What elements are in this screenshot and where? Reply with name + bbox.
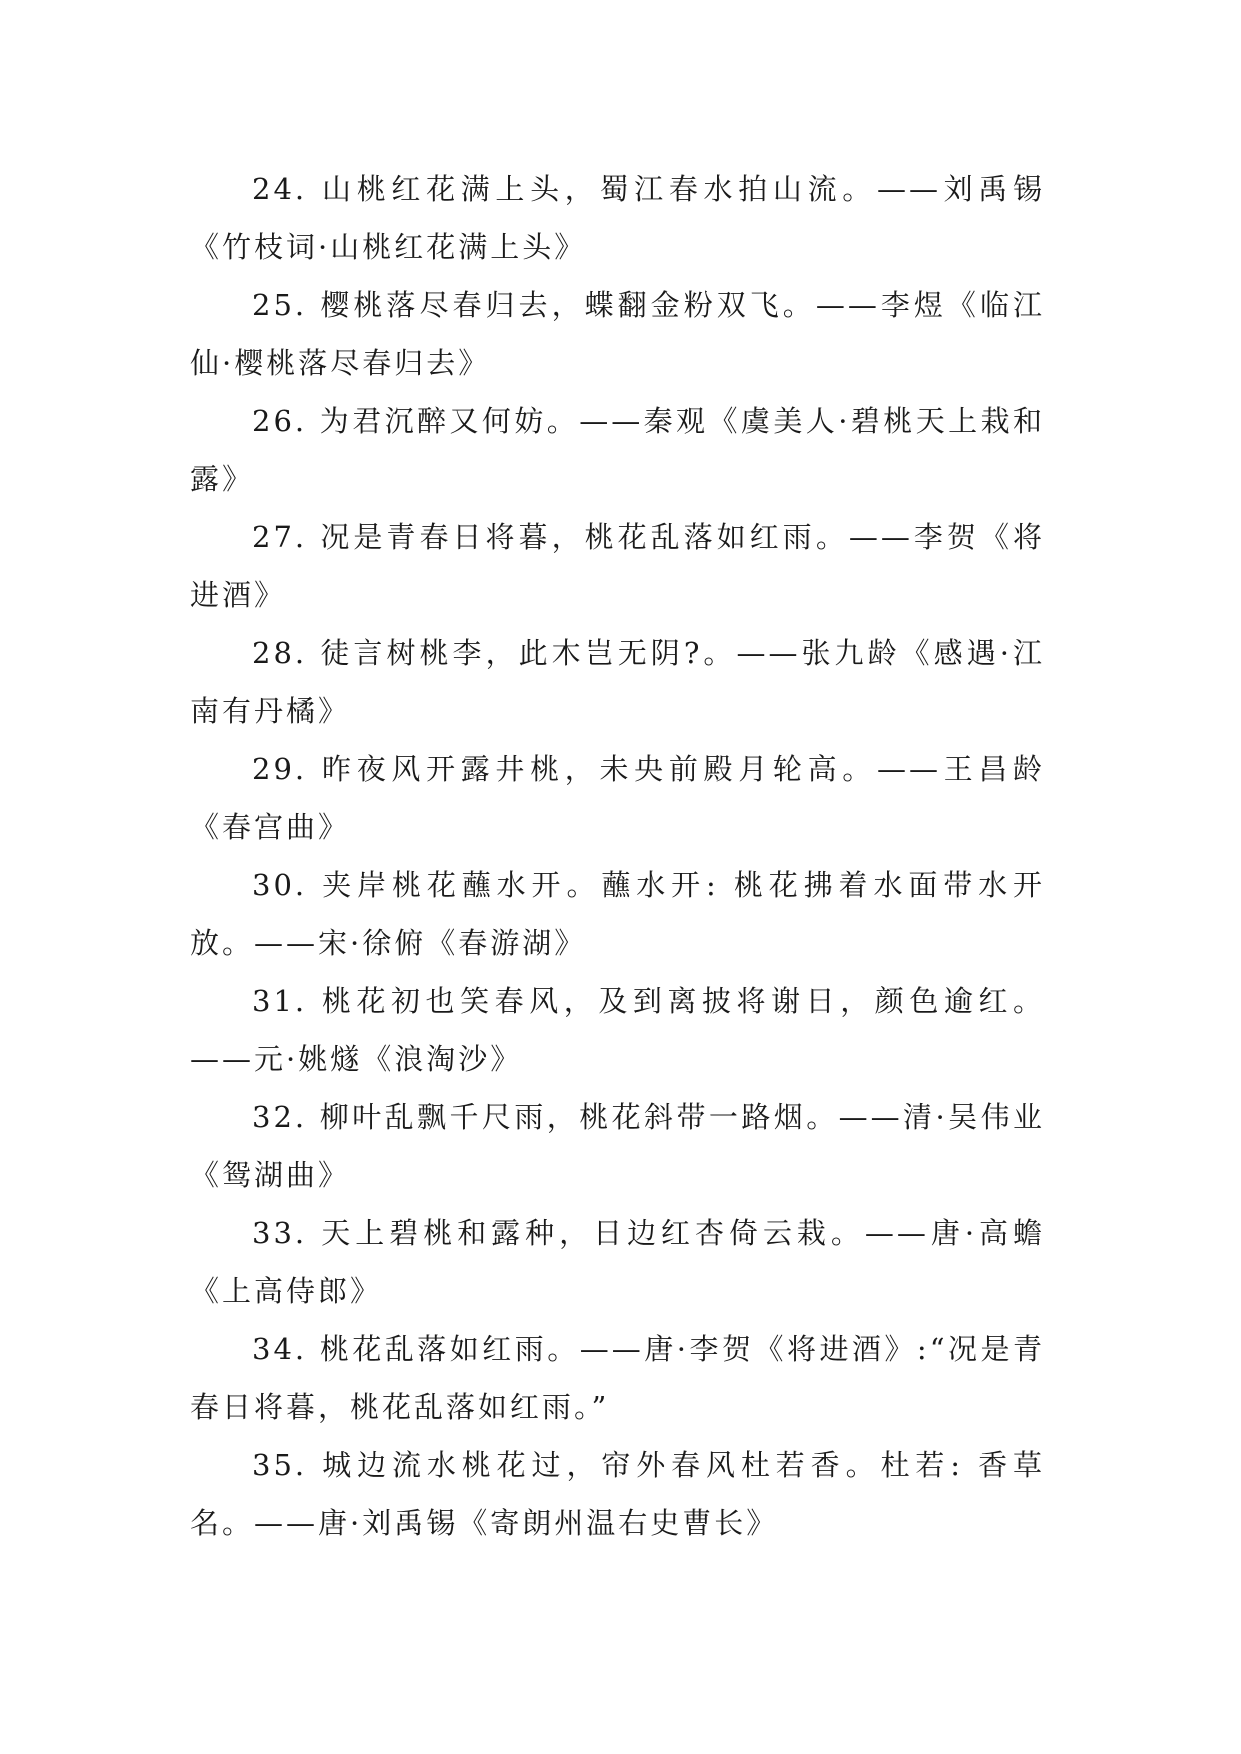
poem-entry-35: 35. 城边流水桃花过，帘外春风杜若香。杜若: 香草名。——唐·刘禹锡《寄朗州温右史曹长》 <box>190 1448 1045 1540</box>
poem-entry-27: 27. 况是青春日将暮，桃花乱落如红雨。——李贺《将进酒》 <box>190 520 1045 612</box>
poem-entry-29: 29. 昨夜风开露井桃，未央前殿月轮高。——王昌龄《春宫曲》 <box>190 752 1045 844</box>
poem-entry-25: 25. 樱桃落尽春归去，蝶翻金粉双飞。——李煜《临江仙·樱桃落尽春归去》 <box>190 288 1045 380</box>
poem-entry-30: 30. 夹岸桃花蘸水开。蘸水开: 桃花拂着水面带水开放。——宋·徐俯《春游湖》 <box>190 868 1045 960</box>
poem-entry-34: 34. 桃花乱落如红雨。——唐·李贺《将进酒》:“况是青春日将暮，桃花乱落如红雨。” <box>190 1332 1045 1424</box>
poem-entry-33: 33. 天上碧桃和露种，日边红杏倚云栽。——唐·高蟾《上高侍郎》 <box>190 1216 1045 1308</box>
poem-entry-32: 32. 柳叶乱飘千尺雨，桃花斜带一路烟。——清·吴伟业《鸳湖曲》 <box>190 1100 1045 1192</box>
poem-entry-24: 24. 山桃红花满上头，蜀江春水拍山流。——刘禹锡《竹枝词·山桃红花满上头》 <box>190 172 1045 264</box>
poem-entry-26: 26. 为君沉醉又何妨。——秦观《虞美人·碧桃天上栽和露》 <box>190 404 1045 496</box>
poem-entry-28: 28. 徒言树桃李，此木岂无阴?。——张九龄《感遇·江南有丹橘》 <box>190 636 1045 728</box>
poem-list <box>190 160 1045 1552</box>
poem-entry-31: 31. 桃花初也笑春风，及到离披将谢日，颜色逾红。——元·姚燧《浪淘沙》 <box>190 984 1045 1076</box>
